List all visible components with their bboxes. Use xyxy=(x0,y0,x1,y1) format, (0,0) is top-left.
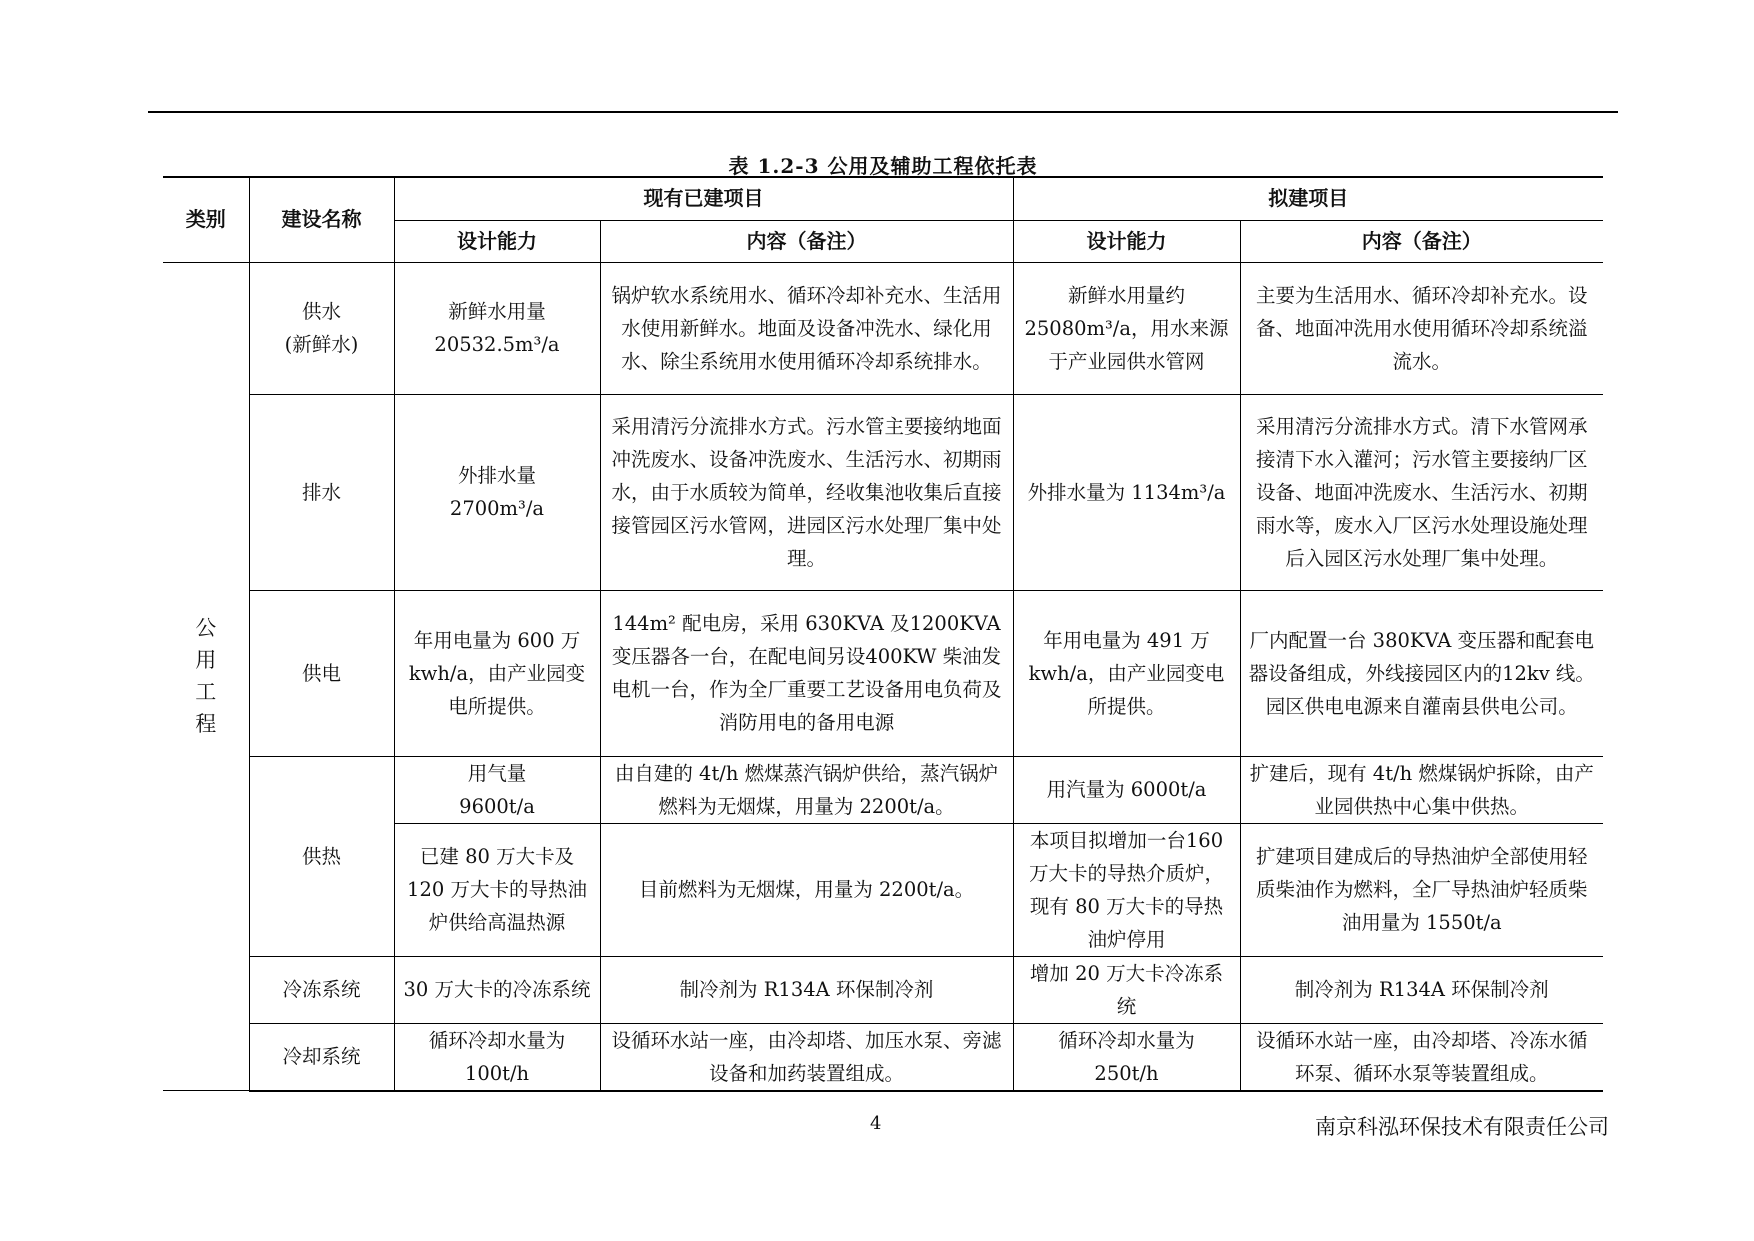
row-name: 冷却系统 xyxy=(249,1023,394,1091)
header-proposed-content: 内容（备注） xyxy=(1240,220,1603,262)
header-category: 类别 xyxy=(163,177,249,262)
table-row xyxy=(163,956,1603,1023)
proposed-capacity: 用汽量为 6000t/a xyxy=(1013,756,1240,823)
existing-capacity: 用气量 9600t/a xyxy=(394,756,600,823)
proposed-content: 制冷剂为 R134A 环保制冷剂 xyxy=(1240,956,1603,1023)
existing-content: 144m² 配电房，采用 630KVA 及1200KVA 变压器各一台，在配电间另设400KW 柴油发电机一台，作为全厂重要工艺设备用电负荷及消防用电的备用电源 xyxy=(600,590,1013,756)
existing-content: 目前燃料为无烟煤，用量为 2200t/a。 xyxy=(600,823,1013,956)
existing-capacity: 外排水量 2700m³/a xyxy=(394,394,600,590)
row-name: 供热 xyxy=(249,756,394,956)
table-row xyxy=(163,1023,1603,1091)
existing-content: 制冷剂为 R134A 环保制冷剂 xyxy=(600,956,1013,1023)
header-proposed-capacity: 设计能力 xyxy=(1013,220,1240,262)
row-name: 排水 xyxy=(249,394,394,590)
header-proposed: 拟建项目 xyxy=(1013,177,1603,220)
proposed-content: 采用清污分流排水方式。清下水管网承接清下水入灌河；污水管主要接纳厂区设备、地面冲洗废水、生活污水、初期雨水等，废水入厂区污水处理设施处理后入园区污水处理厂集中处理。 xyxy=(1240,394,1603,590)
header-existing-capacity: 设计能力 xyxy=(394,220,600,262)
existing-capacity: 已建 80 万大卡及120 万大卡的导热油炉供给高温热源 xyxy=(394,823,600,956)
header-row-1 xyxy=(163,177,1603,220)
table-row xyxy=(163,756,1603,823)
category-label: 公用工程 xyxy=(195,616,217,737)
proposed-content: 扩建项目建成后的导热油炉全部使用轻质柴油作为燃料，全厂导热油炉轻质柴油用量为 1550t/a xyxy=(1240,823,1603,956)
proposed-content: 扩建后，现有 4t/h 燃煤锅炉拆除，由产业园供热中心集中供热。 xyxy=(1240,756,1603,823)
proposed-capacity: 增加 20 万大卡冷冻系统 xyxy=(1013,956,1240,1023)
table-title: 表 1.2-3 公用及辅助工程依托表 xyxy=(728,154,1038,178)
existing-content: 设循环水站一座，由冷却塔、加压水泵、旁滤设备和加药装置组成。 xyxy=(600,1023,1013,1091)
proposed-capacity: 新鲜水用量约 25080m³/a，用水来源于产业园供水管网 xyxy=(1013,262,1240,394)
proposed-capacity: 本项目拟增加一台160 万大卡的导热介质炉，现有 80 万大卡的导热油炉停用 xyxy=(1013,823,1240,956)
existing-capacity: 新鲜水用量 20532.5m³/a xyxy=(394,262,600,394)
table-row xyxy=(163,394,1603,590)
table-row xyxy=(163,262,1603,394)
row-name: 供水 (新鲜水) xyxy=(249,262,394,394)
existing-capacity: 循环冷却水量为 100t/h xyxy=(394,1023,600,1091)
row-name: 冷冻系统 xyxy=(249,956,394,1023)
row-name: 供电 xyxy=(249,590,394,756)
existing-capacity: 30 万大卡的冷冻系统 xyxy=(394,956,600,1023)
utility-table xyxy=(163,176,1603,1092)
company-name: 南京科泓环保技术有限责任公司 xyxy=(1315,1115,1609,1139)
proposed-capacity: 外排水量为 1134m³/a xyxy=(1013,394,1240,590)
existing-content: 由自建的 4t/h 燃煤蒸汽锅炉供给，蒸汽锅炉燃料为无烟煤，用量为 2200t/a。 xyxy=(600,756,1013,823)
page-number: 4 xyxy=(870,1113,882,1134)
header-existing-content: 内容（备注） xyxy=(600,220,1013,262)
proposed-capacity: 年用电量为 491 万kwh/a，由产业园变电所提供。 xyxy=(1013,590,1240,756)
header-name: 建设名称 xyxy=(249,177,394,262)
table-row xyxy=(163,590,1603,756)
proposed-content: 厂内配置一台 380KVA 变压器和配套电器设备组成，外线接园区内的12kv 线。园区供电电源来自灌南县供电公司。 xyxy=(1240,590,1603,756)
existing-content: 采用清污分流排水方式。污水管主要接纳地面冲洗废水、设备冲洗废水、生活污水、初期雨水，由于水质较为简单，经收集池收集后直接接管园区污水管网，进园区污水处理厂集中处理。 xyxy=(600,394,1013,590)
header-rule xyxy=(148,111,1618,113)
header-existing: 现有已建项目 xyxy=(394,177,1013,220)
proposed-capacity: 循环冷却水量为 250t/h xyxy=(1013,1023,1240,1091)
existing-content: 锅炉软水系统用水、循环冷却补充水、生活用水使用新鲜水。地面及设备冲洗水、绿化用水、除尘系统用水使用循环冷却系统排水。 xyxy=(600,262,1013,394)
existing-capacity: 年用电量为 600 万kwh/a，由产业园变电所提供。 xyxy=(394,590,600,756)
category-cell xyxy=(163,262,249,1091)
proposed-content: 设循环水站一座，由冷却塔、冷冻水循环泵、循环水泵等装置组成。 xyxy=(1240,1023,1603,1091)
proposed-content: 主要为生活用水、循环冷却补充水。设备、地面冲洗用水使用循环冷却系统溢流水。 xyxy=(1240,262,1603,394)
